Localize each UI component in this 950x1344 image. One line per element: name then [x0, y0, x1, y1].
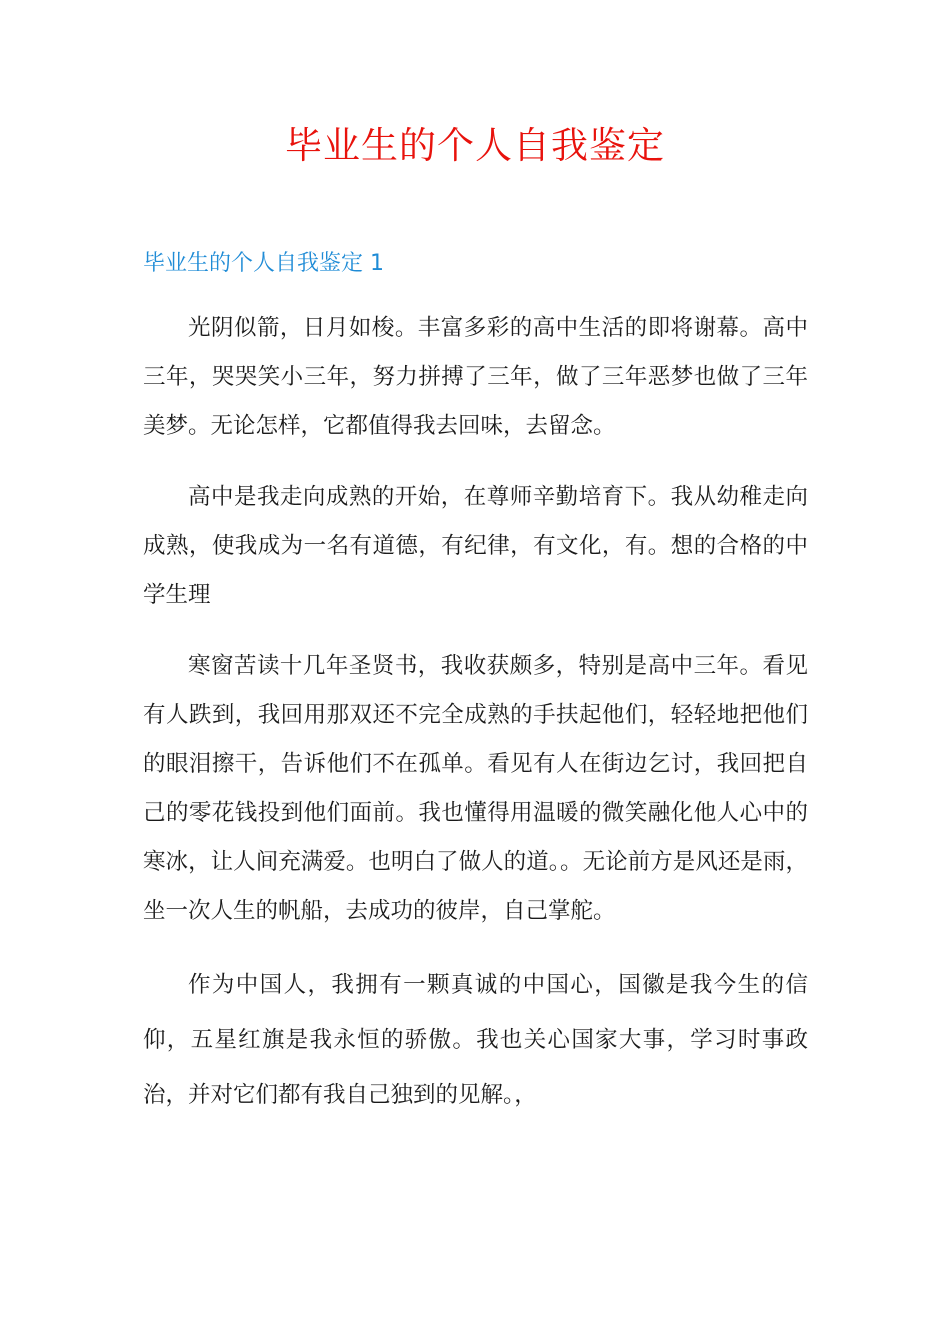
document-body — [143, 304, 808, 1145]
paragraph: 光阴似箭，日月如梭。丰富多彩的高中生活的即将谢幕。高中三年，哭哭笑小三年，努力拼搏了三年，做了三年恶梦也做了三年美梦。无论怎样，它都值得我去回味，去留念。 — [143, 315, 808, 439]
paragraph: 寒窗苦读十几年圣贤书，我收获颇多，特别是高中三年。看见有人跌到，我回用那双还不完全成熟的手扶起他们，轻轻地把他们的眼泪擦干，告诉他们不在孤单。看见有人在街边乞讨，我回把自己的零花钱投到他们面前。我也懂得用温暖的微笑融化他人心中的寒冰，让人间充满爱。也明白了做人的道。。无论前方是风还是雨，坐一次人生的帆船，去成功的彼岸，自己掌舵。 — [143, 653, 808, 924]
section-heading: 毕业生的个人自我鉴定 1 — [143, 251, 384, 276]
paragraph: 作为中国人，我拥有一颗真诚的中国心，国徽是我今生的信仰，五星红旗是我永恒的骄傲。我也关心国家大事，学习时事政治，并对它们都有我自己独到的见解。， — [143, 972, 808, 1108]
document-title: 毕业生的个人自我鉴定 — [285, 124, 665, 167]
paragraph: 高中是我走向成熟的开始，在尊师辛勤培育下。我从幼稚走向成熟，使我成为一名有道德，有纪律，有文化，有。想的合格的中学生理 — [143, 484, 808, 608]
